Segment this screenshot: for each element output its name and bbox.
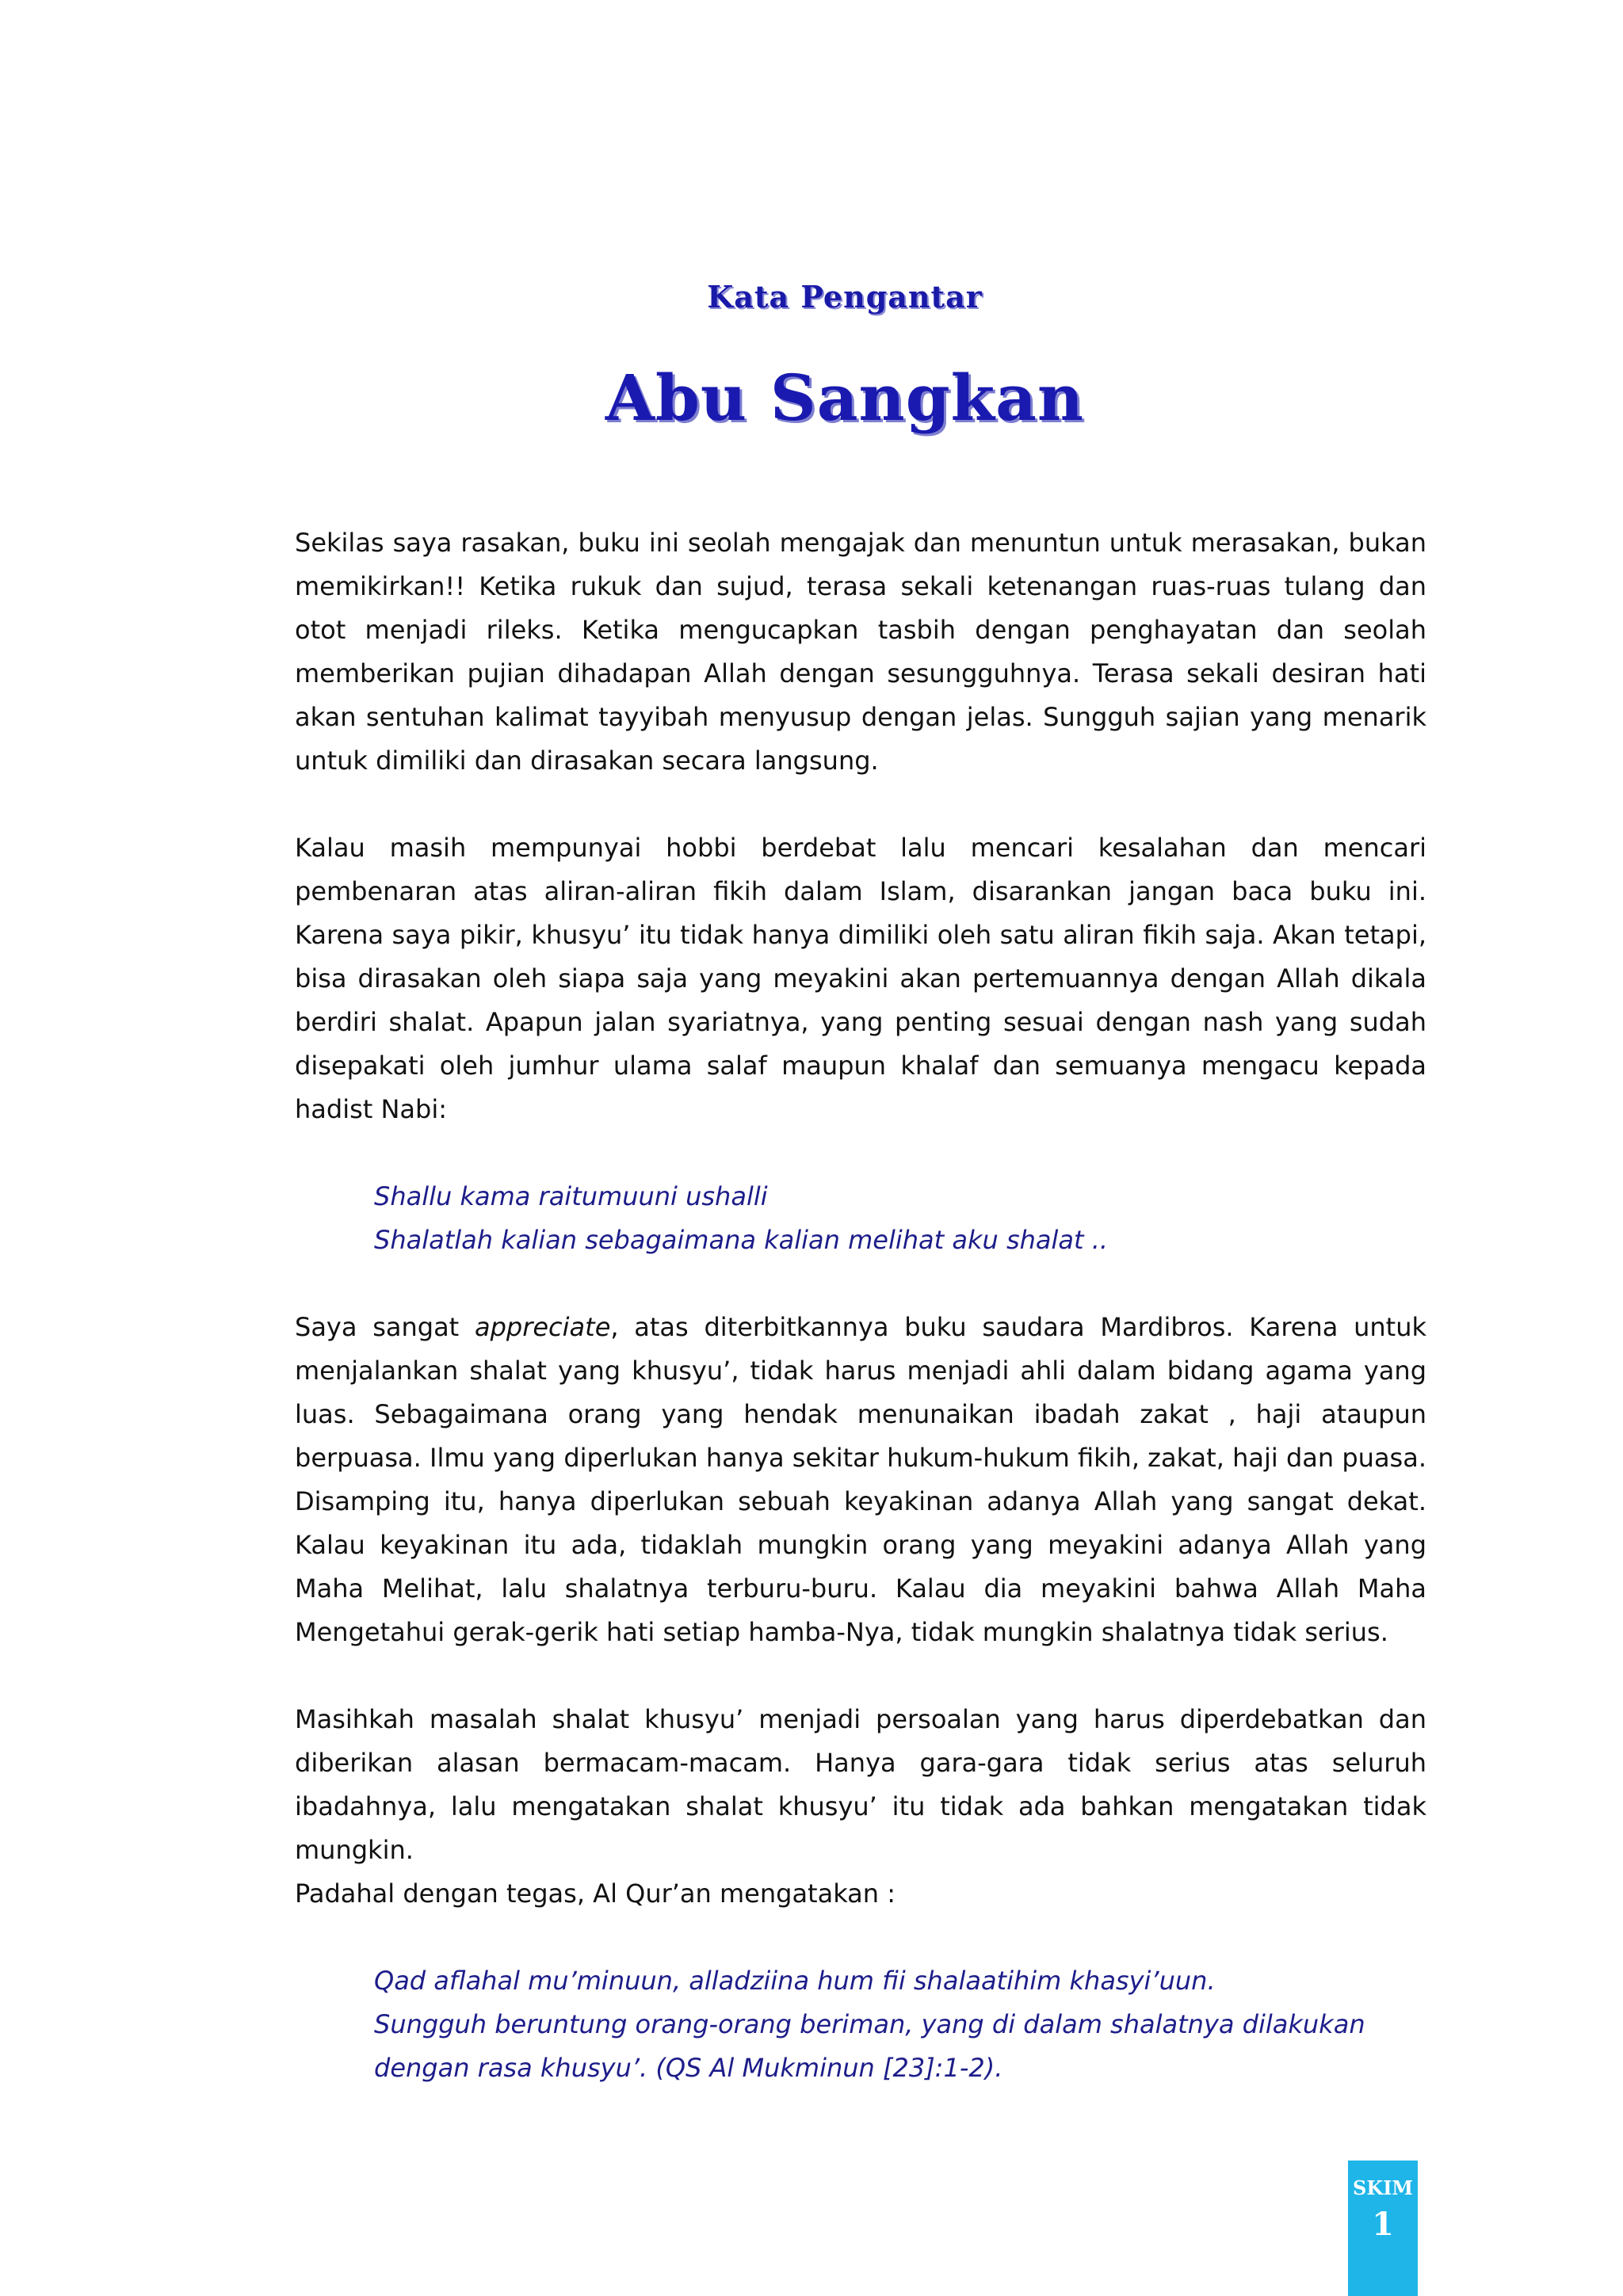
appreciation-text-rest: , atas diterbitkannya buku saudara Mardibros. Karena untuk menjalankan shalat yang khusyu’, tidak harus menjadi ahli dalam bidang agama yang luas. Sebagaimana orang yang hendak menunaikan ibadah zakat , haji ataupun berpuasa. Ilmu yang diperlukan hanya sekitar hukum-hukum fikih, zakat, haji dan puasa. Disamping itu, hanya diperlukan sebuah keyakinan adanya Allah yang sangat dekat. Kalau keyakinan itu ada, tidaklah mungkin orang yang meyakini adanya Allah yang Maha Melihat, lalu shalatnya terburu-buru. Kalau dia meyakini bahwa Allah Maha Mengetahui gerak-gerik hati setiap hamba-Nya, tidak mungkin shalatnya tidak serius.: [295, 1312, 1427, 1647]
paragraph-appreciation: [295, 1306, 1426, 1654]
book-label: SKIM: [1353, 2176, 1413, 2199]
document-subtitle: Kata Pengantar: [707, 279, 983, 315]
quran-translation: Sungguh beruntung orang-orang beriman, yang di dalam shalatnya dilakukan dengan rasa khusyu’. (QS Al Mukminun [23]:1-2).: [374, 2009, 1365, 2083]
page-number: 1: [1372, 2206, 1394, 2243]
paragraph-debate: Kalau masih mempunyai hobbi berdebat lalu mencari kesalahan dan mencari pembenaran atas aliran-aliran fikih dalam Islam, disarankan jangan baca buku ini. Karena saya pikir, khusyu’ itu tidak hanya dimiliki oleh satu aliran fikih saja. Akan tetapi, bisa dirasakan oleh siapa saja yang meyakini akan pertemuannya dengan Allah dikala berdiri shalat. Apapun jalan syariatnya, yang penting sesuai dengan nash yang sudah disepakati oleh jumhur ulama salaf maupun khalaf dan semuanya mengacu kepada hadist Nabi:: [295, 833, 1426, 1124]
paragraph-quran-intro: Padahal dengan tegas, Al Qur’an mengatakan :: [295, 1878, 896, 1909]
paragraph-intro: Sekilas saya rasakan, buku ini seolah mengajak dan menuntun untuk merasakan, bukan memikirkan!! Ketika rukuk dan sujud, terasa sekali ketenangan ruas-ruas tulang dan otot menjadi rileks. Ketika mengucapkan tasbih dengan penghayatan dan seolah memberikan pujian dihadapan Allah dengan sesungguhnya. Terasa sekali desiran hati akan sentuhan kalimat tayyibah menyusup dengan jelas. Sungguh sajian yang menarik untuk dimiliki dan dirasakan secara langsung.: [295, 528, 1426, 776]
body-text: [295, 521, 1426, 2090]
document-title: Abu Sangkan: [605, 360, 1085, 435]
hadith-quote: [374, 1175, 1426, 1262]
page-number-badge: [1348, 2161, 1418, 2296]
appreciation-text-start: Saya sangat: [295, 1312, 475, 1342]
quran-transliteration: Qad aflahal mu’minuun, alladziina hum fii shalaatihim khasyi’uun.: [374, 1966, 1216, 1996]
appreciate-word: appreciate: [474, 1312, 611, 1342]
hadith-translation: Shalatlah kalian sebagaimana kalian melihat aku shalat ..: [374, 1225, 1109, 1255]
quran-quote: [374, 1959, 1426, 2090]
hadith-arabic-transliteration: Shallu kama raitumuuni ushalli: [374, 1181, 768, 1211]
paragraph-question: Masihkah masalah shalat khusyu’ menjadi persoalan yang harus diperdebatkan dan diberikan alasan bermacam-macam. Hanya gara-gara tidak serius atas seluruh ibadahnya, lalu mengatakan shalat khusyu’ itu tidak ada bahkan mengatakan tidak mungkin.: [295, 1704, 1426, 1865]
